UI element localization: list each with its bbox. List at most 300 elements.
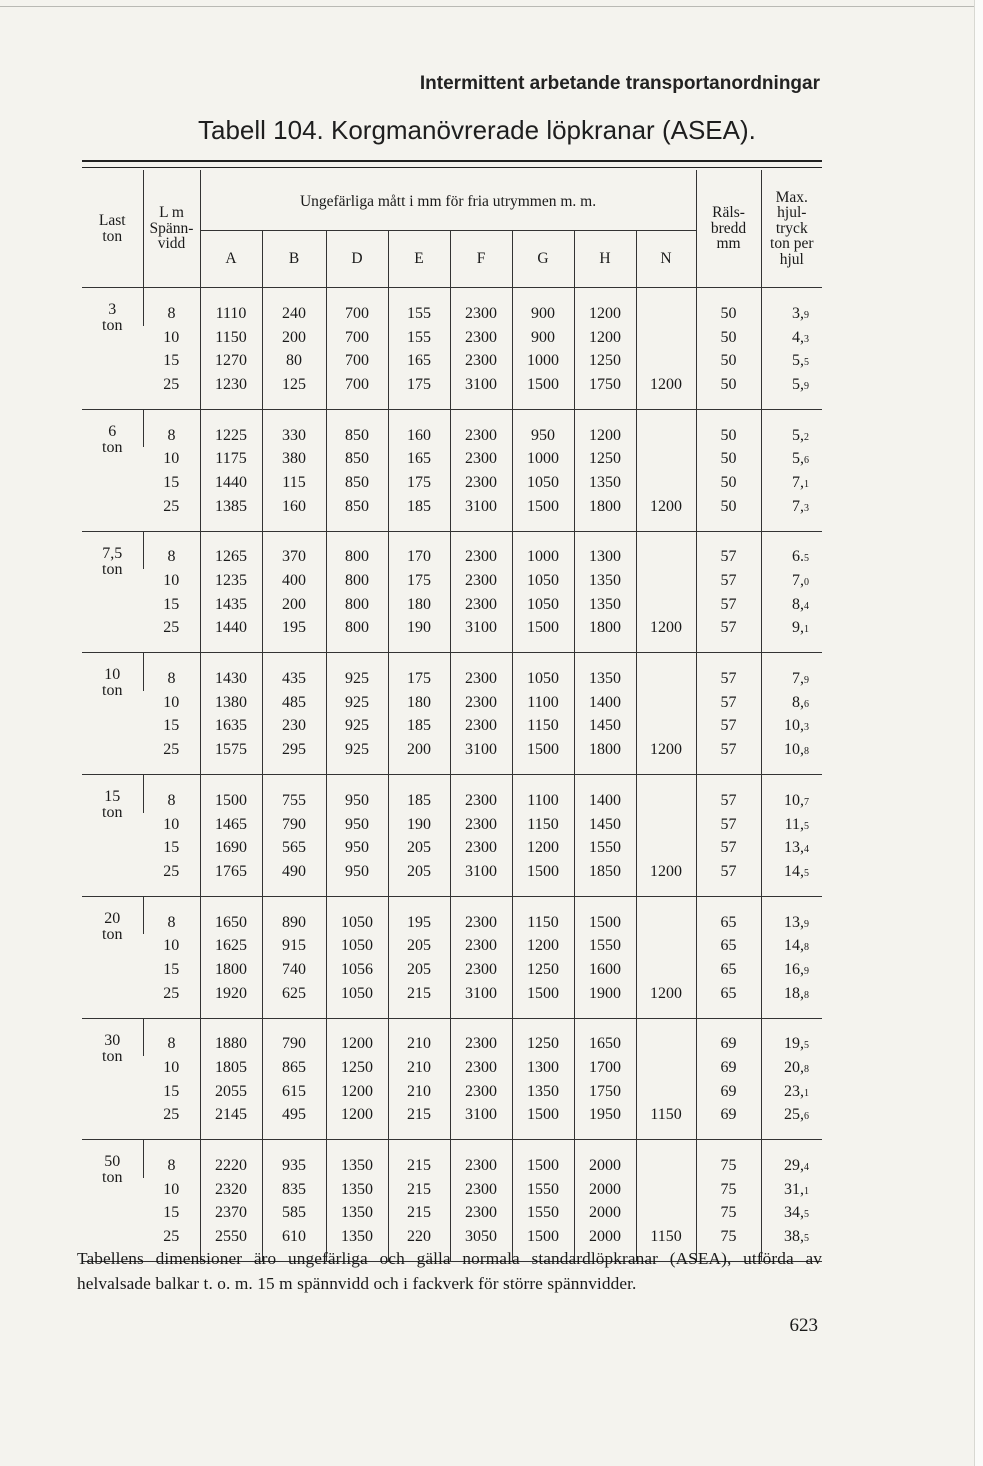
dim-g-cell: 1200 xyxy=(512,934,574,958)
dim-f-cell: 2300 xyxy=(450,775,512,813)
pressure-decimal: 4 xyxy=(804,600,810,612)
dim-n-cell: 1150 xyxy=(636,1225,696,1261)
header-max-line2: hjul- xyxy=(777,204,807,222)
pressure-integer: 5 xyxy=(792,352,801,370)
dim-d-cell: 1056 xyxy=(326,958,388,982)
wheel-pressure-cell xyxy=(761,531,822,569)
table-row xyxy=(82,1178,822,1202)
pressure-decimal: 6 xyxy=(804,455,810,467)
load-unit: ton xyxy=(102,682,123,700)
dim-b-cell: 125 xyxy=(262,373,326,409)
header-rail-line3: mm xyxy=(716,235,741,253)
rail-width-cell: 50 xyxy=(696,447,761,471)
rail-width-cell: 50 xyxy=(696,409,761,447)
table-body xyxy=(82,288,822,1262)
pressure-separator: , xyxy=(800,1035,805,1053)
dim-b-cell: 565 xyxy=(262,836,326,860)
header-col-n: N xyxy=(636,231,696,288)
wheel-pressure-cell xyxy=(761,617,822,653)
pressure-integer: 8 xyxy=(792,595,801,613)
header-last xyxy=(82,170,143,288)
dim-g-cell: 1000 xyxy=(512,447,574,471)
dim-d-cell: 1200 xyxy=(326,1104,388,1140)
table-row xyxy=(82,738,822,774)
dim-h-cell: 1800 xyxy=(574,738,636,774)
dim-h-cell: 1750 xyxy=(574,1080,636,1104)
dim-d-cell: 850 xyxy=(326,447,388,471)
dim-g-cell: 1100 xyxy=(512,775,574,813)
dim-f-cell: 2300 xyxy=(450,715,512,739)
dim-d-cell: 925 xyxy=(326,691,388,715)
dim-n-cell xyxy=(636,1202,696,1226)
span-cell: 15 xyxy=(163,717,180,735)
header-last-label: Last xyxy=(98,212,126,229)
pressure-integer: 5 xyxy=(792,426,801,444)
dim-a-cell: 1440 xyxy=(200,471,262,495)
running-head: Intermittent arbetande transportanordningar xyxy=(419,73,820,94)
span-cell: 8 xyxy=(143,531,200,569)
table-top-rule-thin xyxy=(82,167,822,168)
pressure-integer: 7 xyxy=(792,670,801,688)
dim-a-cell: 1380 xyxy=(200,691,262,715)
dim-h-cell: 1350 xyxy=(574,569,636,593)
load-unit: ton xyxy=(102,438,123,456)
dim-h-cell: 1400 xyxy=(574,775,636,813)
load-value: 10 xyxy=(104,666,121,684)
dim-n-cell xyxy=(636,326,696,350)
span-cell: 25 xyxy=(143,1104,200,1140)
dim-g-cell: 1050 xyxy=(512,471,574,495)
pressure-integer: 5 xyxy=(792,450,801,468)
dim-h-cell: 1650 xyxy=(574,1018,636,1056)
pressure-integer: 34 xyxy=(784,1204,801,1222)
dim-f-cell: 2300 xyxy=(450,691,512,715)
dim-n-cell: 1200 xyxy=(636,982,696,1018)
span-cell: 25 xyxy=(143,1225,200,1261)
load-cell xyxy=(82,1140,143,1262)
dim-g-cell: 1250 xyxy=(512,958,574,982)
dim-e-cell: 200 xyxy=(388,738,450,774)
pressure-separator: , xyxy=(800,1204,805,1222)
pressure-integer: 14 xyxy=(784,937,801,955)
pressure-integer: 4 xyxy=(792,328,801,346)
dim-e-cell: 160 xyxy=(388,409,450,447)
header-rail xyxy=(696,170,761,288)
wheel-pressure-cell xyxy=(761,715,822,739)
table-row xyxy=(82,409,822,447)
dim-g-cell: 1150 xyxy=(512,715,574,739)
dim-b-cell: 230 xyxy=(262,715,326,739)
load-unit: ton xyxy=(102,317,123,334)
dim-b-cell: 200 xyxy=(262,326,326,350)
table-row xyxy=(82,288,822,326)
load-unit: ton xyxy=(102,925,123,943)
dim-g-cell: 1250 xyxy=(512,1018,574,1056)
pressure-integer: 14 xyxy=(784,862,801,880)
pressure-decimal: 0 xyxy=(804,577,810,589)
load-value: 20 xyxy=(104,909,121,927)
wheel-pressure-cell xyxy=(761,836,822,860)
pressure-separator: , xyxy=(800,913,805,931)
wheel-pressure-cell xyxy=(761,569,822,593)
pressure-separator: , xyxy=(800,1157,805,1175)
wheel-pressure-cell xyxy=(761,447,822,471)
header-max-line1: Max. xyxy=(775,188,808,206)
pressure-separator: , xyxy=(800,595,805,613)
dim-g-cell: 1550 xyxy=(512,1178,574,1202)
dim-b-cell: 615 xyxy=(262,1080,326,1104)
pressure-integer: 6. xyxy=(792,548,805,566)
dim-b-cell: 330 xyxy=(262,409,326,447)
wheel-pressure-cell xyxy=(761,471,822,495)
table-row xyxy=(82,896,822,934)
dim-e-cell: 220 xyxy=(388,1225,450,1261)
dim-b-cell: 370 xyxy=(262,531,326,569)
dim-d-cell: 800 xyxy=(326,593,388,617)
dim-b-cell: 195 xyxy=(262,617,326,653)
dim-n-cell xyxy=(636,1056,696,1080)
rail-width-cell: 75 xyxy=(696,1202,761,1226)
dim-h-cell: 1450 xyxy=(574,715,636,739)
dim-e-cell: 155 xyxy=(388,288,450,326)
pressure-decimal: 5 xyxy=(804,1233,810,1245)
dim-g-cell: 950 xyxy=(512,409,574,447)
dim-a-cell: 1430 xyxy=(200,653,262,691)
header-approx-dims: Ungefärliga mått i mm för fria utrymmen m. m. xyxy=(200,170,696,231)
table-row xyxy=(82,958,822,982)
dim-h-cell: 2000 xyxy=(574,1178,636,1202)
dim-b-cell: 790 xyxy=(262,1018,326,1056)
pressure-separator: , xyxy=(800,473,805,491)
span-cell: 8 xyxy=(143,1140,200,1178)
load-unit: ton xyxy=(102,560,123,578)
table-row xyxy=(82,813,822,837)
load-cell xyxy=(82,531,143,653)
table-title: Tabell 104. Korgmanövrerade löpkranar (ASEA). xyxy=(198,115,756,145)
crane-table xyxy=(82,170,822,1262)
wheel-pressure-cell xyxy=(761,495,822,531)
table-row xyxy=(82,775,822,813)
dim-g-cell: 1000 xyxy=(512,531,574,569)
pressure-integer: 31 xyxy=(784,1180,801,1198)
span-cell: 15 xyxy=(163,352,180,370)
wheel-pressure-cell xyxy=(761,982,822,1018)
table-row xyxy=(82,653,822,691)
span-cell: 15 xyxy=(163,960,180,978)
rail-width-cell: 75 xyxy=(696,1225,761,1261)
dim-a-cell: 1575 xyxy=(200,738,262,774)
dim-e-cell: 180 xyxy=(388,691,450,715)
dim-n-cell xyxy=(636,715,696,739)
dim-e-cell: 175 xyxy=(388,653,450,691)
dim-d-cell: 1200 xyxy=(326,1018,388,1056)
page-right-edge xyxy=(974,0,983,1466)
dim-n-cell xyxy=(636,447,696,471)
dim-g-cell: 1300 xyxy=(512,1056,574,1080)
pressure-separator: , xyxy=(800,1059,805,1077)
header-span-line1: L m xyxy=(159,204,184,222)
table-row xyxy=(82,691,822,715)
dim-a-cell: 2370 xyxy=(200,1202,262,1226)
dim-d-cell: 700 xyxy=(326,288,388,326)
rail-width-cell: 50 xyxy=(696,288,761,326)
table-row xyxy=(82,1202,822,1226)
pressure-decimal: 9 xyxy=(804,918,810,930)
pressure-decimal: 1 xyxy=(804,624,810,636)
dim-g-cell: 1550 xyxy=(512,1202,574,1226)
dim-f-cell: 2300 xyxy=(450,349,512,373)
pressure-integer: 16 xyxy=(784,960,801,978)
dim-b-cell: 495 xyxy=(262,1104,326,1140)
dim-d-cell: 1050 xyxy=(326,982,388,1018)
pressure-decimal: 5 xyxy=(804,1040,810,1052)
wheel-pressure-cell xyxy=(761,373,822,409)
dim-b-cell: 890 xyxy=(262,896,326,934)
dim-e-cell: 215 xyxy=(388,1140,450,1178)
dim-d-cell: 1350 xyxy=(326,1140,388,1178)
dim-b-cell: 865 xyxy=(262,1056,326,1080)
dim-h-cell: 2000 xyxy=(574,1225,636,1261)
dim-f-cell: 3100 xyxy=(450,373,512,409)
pressure-decimal: 6 xyxy=(804,698,810,710)
pressure-decimal: 9 xyxy=(804,380,810,392)
dim-f-cell: 3100 xyxy=(450,860,512,896)
dim-g-cell: 1150 xyxy=(512,896,574,934)
pressure-integer: 13 xyxy=(784,839,801,857)
dim-e-cell: 185 xyxy=(388,715,450,739)
dim-f-cell: 2300 xyxy=(450,1080,512,1104)
dim-f-cell: 2300 xyxy=(450,593,512,617)
pressure-integer: 9 xyxy=(792,619,801,637)
dim-a-cell: 1880 xyxy=(200,1018,262,1056)
rail-width-cell: 57 xyxy=(696,593,761,617)
load-unit: ton xyxy=(102,804,123,821)
dim-d-cell: 925 xyxy=(326,738,388,774)
dim-g-cell: 1050 xyxy=(512,653,574,691)
dim-e-cell: 180 xyxy=(388,593,450,617)
dim-g-cell: 1100 xyxy=(512,691,574,715)
dim-e-cell: 175 xyxy=(388,373,450,409)
span-cell: 15 xyxy=(163,473,180,491)
dim-e-cell: 185 xyxy=(388,495,450,531)
dim-h-cell: 1600 xyxy=(574,958,636,982)
rail-width-cell: 50 xyxy=(696,495,761,531)
header-last-unit: ton xyxy=(102,227,123,245)
dim-h-cell: 1400 xyxy=(574,691,636,715)
wheel-pressure-cell xyxy=(761,1018,822,1056)
pressure-decimal: 3 xyxy=(804,502,810,514)
dim-d-cell: 1200 xyxy=(326,1080,388,1104)
dim-n-cell: 1200 xyxy=(636,860,696,896)
dim-d-cell: 950 xyxy=(326,860,388,896)
rail-width-cell: 57 xyxy=(696,860,761,896)
dim-e-cell: 170 xyxy=(388,531,450,569)
dim-h-cell: 1450 xyxy=(574,813,636,837)
pressure-decimal: 1 xyxy=(804,1185,810,1197)
dim-n-cell xyxy=(636,471,696,495)
wheel-pressure-cell xyxy=(761,896,822,934)
table-row xyxy=(82,531,822,569)
dim-g-cell: 1500 xyxy=(512,1104,574,1140)
dim-d-cell: 1350 xyxy=(326,1225,388,1261)
dim-g-cell: 1200 xyxy=(512,836,574,860)
dim-g-cell: 1500 xyxy=(512,738,574,774)
pressure-separator: , xyxy=(800,1228,805,1246)
table-top-rule xyxy=(82,160,822,162)
table-row xyxy=(82,715,822,739)
dim-f-cell: 2300 xyxy=(450,958,512,982)
dim-n-cell xyxy=(636,531,696,569)
wheel-pressure-cell xyxy=(761,349,822,373)
rail-width-cell: 57 xyxy=(696,738,761,774)
wheel-pressure-cell xyxy=(761,326,822,350)
header-rail-line2: bredd xyxy=(710,219,747,237)
dim-d-cell: 700 xyxy=(326,326,388,350)
dim-e-cell: 210 xyxy=(388,1056,450,1080)
dim-b-cell: 835 xyxy=(262,1178,326,1202)
dim-a-cell: 1650 xyxy=(200,896,262,934)
dim-d-cell: 800 xyxy=(326,569,388,593)
dim-a-cell: 2550 xyxy=(200,1225,262,1261)
dim-b-cell: 200 xyxy=(262,593,326,617)
dim-f-cell: 3100 xyxy=(450,1104,512,1140)
dim-f-cell: 2300 xyxy=(450,653,512,691)
header-rail-line1: Räls- xyxy=(712,204,745,222)
dim-b-cell: 585 xyxy=(262,1202,326,1226)
pressure-decimal: 4 xyxy=(804,1162,810,1174)
wheel-pressure-cell xyxy=(761,1178,822,1202)
load-value: 50 xyxy=(104,1153,121,1171)
dim-e-cell: 205 xyxy=(388,958,450,982)
dim-h-cell: 1250 xyxy=(574,349,636,373)
pressure-decimal: 9 xyxy=(804,309,810,321)
dim-h-cell: 1300 xyxy=(574,531,636,569)
dim-b-cell: 490 xyxy=(262,860,326,896)
span-cell: 15 xyxy=(163,1082,180,1100)
header-max-line4: ton per xyxy=(770,235,814,253)
span-cell: 10 xyxy=(163,937,180,955)
dim-a-cell: 1265 xyxy=(200,531,262,569)
rail-width-cell: 57 xyxy=(696,813,761,837)
dim-h-cell: 1350 xyxy=(574,471,636,495)
wheel-pressure-cell xyxy=(761,934,822,958)
dim-d-cell: 1050 xyxy=(326,896,388,934)
pressure-decimal: 5 xyxy=(804,867,810,879)
dim-n-cell xyxy=(636,691,696,715)
dim-d-cell: 950 xyxy=(326,775,388,813)
dim-g-cell: 1050 xyxy=(512,593,574,617)
dim-g-cell: 1500 xyxy=(512,1225,574,1261)
pressure-integer: 25 xyxy=(784,1106,801,1124)
dim-e-cell: 205 xyxy=(388,934,450,958)
pressure-decimal: 8 xyxy=(804,1064,810,1076)
pressure-integer: 11 xyxy=(784,815,801,833)
table-row xyxy=(82,1056,822,1080)
dim-d-cell: 950 xyxy=(326,813,388,837)
span-cell: 10 xyxy=(163,572,180,590)
dim-e-cell: 190 xyxy=(388,813,450,837)
pressure-decimal: 8 xyxy=(804,989,810,1001)
dim-e-cell: 215 xyxy=(388,1178,450,1202)
dim-h-cell: 1800 xyxy=(574,495,636,531)
load-cell xyxy=(82,1018,143,1140)
span-cell: 10 xyxy=(163,328,180,346)
dim-d-cell: 850 xyxy=(326,409,388,447)
dim-d-cell: 1050 xyxy=(326,934,388,958)
pressure-integer: 10 xyxy=(784,791,801,809)
dim-n-cell xyxy=(636,934,696,958)
header-col-a: A xyxy=(200,231,262,288)
pressure-integer: 10 xyxy=(784,717,801,735)
dim-e-cell: 215 xyxy=(388,1104,450,1140)
rail-width-cell: 50 xyxy=(696,326,761,350)
pressure-integer: 29 xyxy=(784,1157,801,1175)
dim-g-cell: 1500 xyxy=(512,495,574,531)
load-cell xyxy=(82,409,143,531)
load-cell xyxy=(82,653,143,775)
pressure-decimal: 1 xyxy=(804,1087,810,1099)
dim-f-cell: 2300 xyxy=(450,447,512,471)
wheel-pressure-cell xyxy=(761,1104,822,1140)
wheel-pressure-cell xyxy=(761,958,822,982)
rail-width-cell: 65 xyxy=(696,958,761,982)
pressure-separator: , xyxy=(800,497,805,515)
dim-a-cell: 1805 xyxy=(200,1056,262,1080)
span-cell: 10 xyxy=(163,693,180,711)
dim-a-cell: 1440 xyxy=(200,617,262,653)
dim-f-cell: 3050 xyxy=(450,1225,512,1261)
header-max-line5: hjul xyxy=(779,250,804,268)
pressure-integer: 23 xyxy=(784,1082,801,1100)
dim-a-cell: 1690 xyxy=(200,836,262,860)
table-row xyxy=(82,1104,822,1140)
pressure-separator: , xyxy=(800,450,805,468)
scan-top-edge xyxy=(0,6,975,7)
dim-f-cell: 2300 xyxy=(450,836,512,860)
rail-width-cell: 50 xyxy=(696,349,761,373)
span-cell: 8 xyxy=(143,896,200,934)
dim-e-cell: 210 xyxy=(388,1080,450,1104)
table-row xyxy=(82,447,822,471)
header-col-f: F xyxy=(450,231,512,288)
dim-f-cell: 2300 xyxy=(450,934,512,958)
footnote: Tabellens dimensioner äro ungefärliga och gälla normala standardlöpkranar (ASEA), utförda av helvalsade balkar t. o. m. 15 m spännvidd och i fackverk för större spännvidder. xyxy=(77,1249,822,1293)
load-value: 30 xyxy=(104,1031,121,1049)
rail-width-cell: 50 xyxy=(696,471,761,495)
wheel-pressure-cell xyxy=(761,738,822,774)
load-unit: ton xyxy=(102,1047,123,1065)
rail-width-cell: 57 xyxy=(696,531,761,569)
dim-e-cell: 195 xyxy=(388,896,450,934)
dim-f-cell: 2300 xyxy=(450,471,512,495)
dim-e-cell: 215 xyxy=(388,1202,450,1226)
rail-width-cell: 57 xyxy=(696,715,761,739)
dim-e-cell: 155 xyxy=(388,326,450,350)
table-row xyxy=(82,1140,822,1178)
dim-n-cell: 1150 xyxy=(636,1104,696,1140)
load-value: 7,5 xyxy=(102,544,123,562)
dim-n-cell xyxy=(636,1080,696,1104)
rail-width-cell: 65 xyxy=(696,934,761,958)
header-span xyxy=(143,170,200,288)
pressure-decimal: 3 xyxy=(804,333,810,345)
dim-n-cell: 1200 xyxy=(636,495,696,531)
dim-g-cell: 1500 xyxy=(512,860,574,896)
dim-f-cell: 2300 xyxy=(450,1202,512,1226)
rail-width-cell: 75 xyxy=(696,1140,761,1178)
rail-width-cell: 69 xyxy=(696,1056,761,1080)
dim-g-cell: 1050 xyxy=(512,569,574,593)
